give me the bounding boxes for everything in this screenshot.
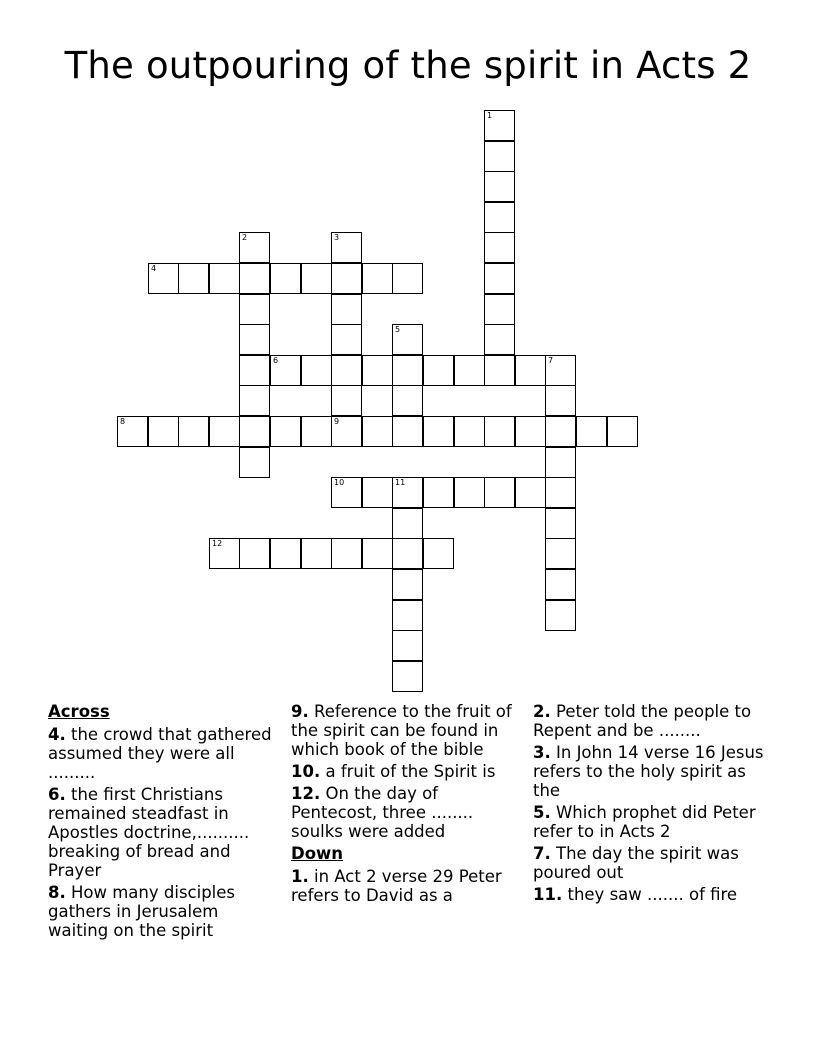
grid-cell[interactable] (515, 416, 546, 447)
cell-number: 7 (548, 356, 554, 365)
grid-cell[interactable] (484, 232, 515, 263)
grid-cell[interactable] (148, 416, 179, 447)
cell-number: 3 (334, 233, 340, 242)
grid-cell[interactable] (484, 294, 515, 325)
grid-cell[interactable] (331, 355, 362, 386)
down-heading: Down (291, 844, 344, 863)
grid-cell[interactable] (178, 416, 209, 447)
grid-cell[interactable] (392, 661, 423, 692)
grid-cell[interactable] (239, 447, 270, 478)
clue-across-4: 4. the crowd that gathered assumed they were all ......... (48, 725, 272, 782)
clue-down-7: 7. The day the spirit was poured out (533, 844, 739, 882)
grid-cell[interactable] (301, 416, 332, 447)
grid-cell[interactable] (178, 263, 209, 294)
grid-cell[interactable] (484, 141, 515, 172)
grid-cell[interactable] (148, 263, 179, 294)
grid-cell[interactable] (239, 355, 270, 386)
grid-cell[interactable] (484, 171, 515, 202)
grid-cell[interactable] (239, 416, 270, 447)
page-title: The outpouring of the spirit in Acts 2 (64, 44, 752, 87)
clues-column-1 (48, 702, 283, 943)
cell-number: 10 (334, 478, 345, 487)
clue-down-11: 11. they saw ....... of fire (533, 885, 738, 904)
clue-down-1: 1. in Act 2 verse 29 Peter refers to David as a (291, 867, 502, 905)
grid-cell[interactable] (423, 477, 454, 508)
grid-cell[interactable] (515, 477, 546, 508)
cell-number: 8 (120, 417, 126, 426)
across-heading: Across (48, 702, 110, 721)
clue-down-5: 5. Which prophet did Peter refer to in Acts 2 (533, 803, 756, 841)
grid-cell[interactable] (392, 416, 423, 447)
grid-cell[interactable] (239, 538, 270, 569)
grid-cell[interactable] (117, 416, 148, 447)
grid-cell[interactable] (484, 416, 515, 447)
grid-cell[interactable] (270, 355, 301, 386)
grid-cell[interactable] (484, 263, 515, 294)
grid-cell[interactable] (331, 385, 362, 416)
grid-cell[interactable] (362, 477, 393, 508)
grid-cell[interactable] (545, 447, 576, 478)
clue-across-12: 12. On the day of Pentecost, three ........ soulks were added (291, 784, 474, 841)
clue-across-10: 10. a fruit of the Spirit is (291, 762, 496, 781)
cell-number: 12 (212, 539, 223, 548)
grid-cell[interactable] (301, 355, 332, 386)
grid-cell[interactable] (392, 508, 423, 539)
grid-cell[interactable] (392, 355, 423, 386)
cell-number: 11 (395, 478, 406, 487)
grid-cell[interactable] (239, 263, 270, 294)
grid-cell[interactable] (545, 508, 576, 539)
grid-cell[interactable] (331, 416, 362, 447)
grid-cell[interactable] (576, 416, 607, 447)
grid-cell[interactable] (362, 538, 393, 569)
grid-cell[interactable] (484, 477, 515, 508)
grid-cell[interactable] (545, 600, 576, 631)
grid-cell[interactable] (545, 538, 576, 569)
grid-cell[interactable] (484, 110, 515, 141)
grid-cell[interactable] (392, 630, 423, 661)
grid-cell[interactable] (270, 538, 301, 569)
grid-cell[interactable] (484, 324, 515, 355)
grid-cell[interactable] (545, 385, 576, 416)
grid-cell[interactable] (423, 538, 454, 569)
grid-cell[interactable] (454, 355, 485, 386)
grid-cell[interactable] (515, 355, 546, 386)
grid-cell[interactable] (331, 477, 362, 508)
clues-column-3 (533, 702, 768, 907)
grid-cell[interactable] (331, 232, 362, 263)
grid-cell[interactable] (392, 477, 423, 508)
cell-number: 9 (334, 417, 340, 426)
grid-cell[interactable] (392, 569, 423, 600)
grid-cell[interactable] (239, 294, 270, 325)
grid-cell[interactable] (362, 416, 393, 447)
grid-cell[interactable] (423, 416, 454, 447)
grid-cell[interactable] (392, 385, 423, 416)
clue-across-9: 9. Reference to the fruit of the spirit can be found in which book of the bible (291, 702, 512, 759)
grid-cell[interactable] (454, 477, 485, 508)
clue-down-2: 2. Peter told the people to Repent and be ........ (533, 702, 752, 740)
cell-number: 6 (273, 356, 279, 365)
grid-cell[interactable] (331, 263, 362, 294)
grid-cell[interactable] (545, 355, 576, 386)
cell-number: 4 (151, 264, 157, 273)
grid-cell[interactable] (392, 600, 423, 631)
clue-down-3: 3. In John 14 verse 16 Jesus refers to the holy spirit as the (533, 743, 764, 800)
clue-across-6: 6. the first Christians remained steadfast in Apostles doctrine,.......... breaking of bread and Prayer (48, 785, 250, 880)
cell-number: 5 (395, 325, 401, 334)
grid-cell[interactable] (331, 294, 362, 325)
grid-cell[interactable] (545, 569, 576, 600)
grid-cell[interactable] (484, 202, 515, 233)
grid-cell[interactable] (301, 263, 332, 294)
grid-cell[interactable] (209, 416, 240, 447)
grid-cell[interactable] (239, 385, 270, 416)
cell-number: 1 (487, 111, 493, 120)
grid-cell[interactable] (423, 355, 454, 386)
grid-cell[interactable] (362, 355, 393, 386)
grid-cell[interactable] (362, 263, 393, 294)
grid-cell[interactable] (454, 416, 485, 447)
grid-cell[interactable] (607, 416, 638, 447)
grid-cell[interactable] (392, 538, 423, 569)
grid-cell[interactable] (209, 263, 240, 294)
grid-cell[interactable] (270, 416, 301, 447)
grid-cell[interactable] (545, 477, 576, 508)
grid-cell[interactable] (239, 232, 270, 263)
grid-cell[interactable] (239, 324, 270, 355)
grid-cell[interactable] (392, 263, 423, 294)
clues-column-2 (291, 702, 526, 908)
grid-cell[interactable] (331, 324, 362, 355)
grid-cell[interactable] (270, 263, 301, 294)
grid-cell[interactable] (331, 538, 362, 569)
grid-cell[interactable] (484, 355, 515, 386)
grid-cell[interactable] (392, 324, 423, 355)
grid-cell[interactable] (209, 538, 240, 569)
grid-cell[interactable] (301, 538, 332, 569)
cell-number: 2 (242, 233, 248, 242)
grid-cell[interactable] (545, 416, 576, 447)
clue-across-8: 8. How many disciples gathers in Jerusalem waiting on the spirit (48, 883, 236, 940)
